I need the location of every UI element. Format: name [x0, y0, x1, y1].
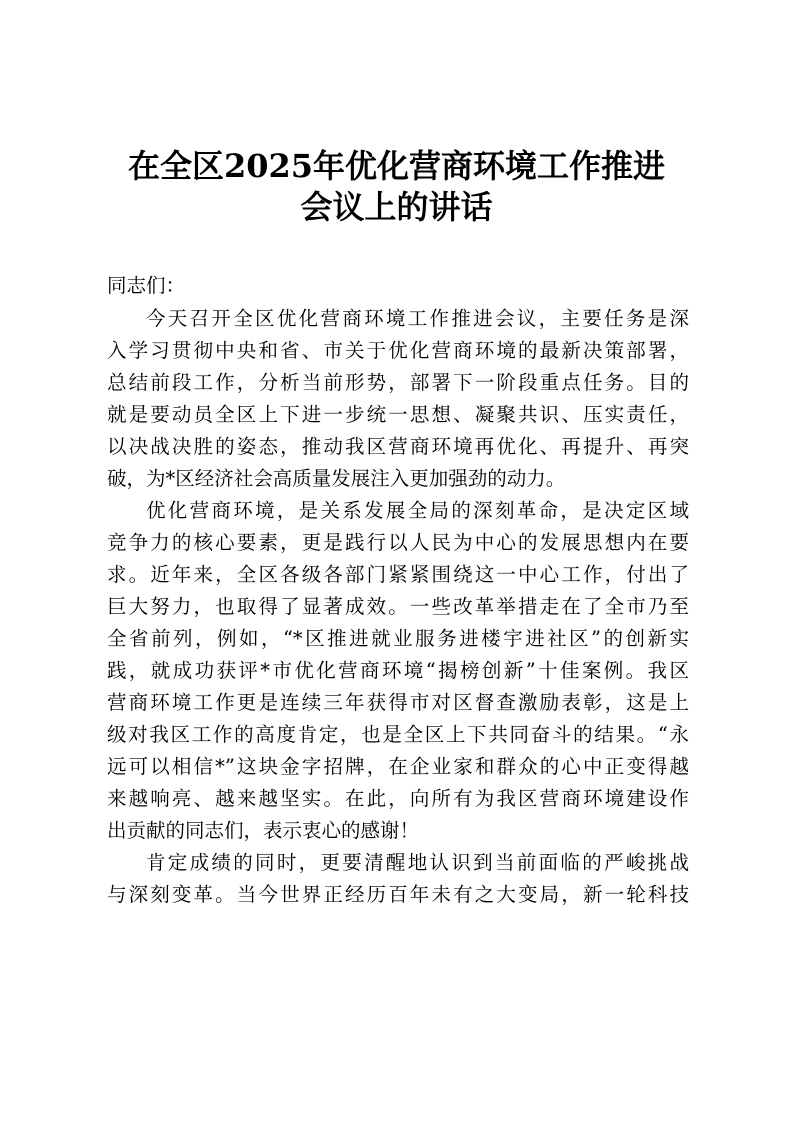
paragraph-2	[107, 495, 689, 847]
title-line-2: 会议上的讲话	[300, 188, 493, 226]
text-line: 巨大努力，也取得了显著成效。一些改革举措走在了全市乃至	[107, 595, 689, 618]
title-line-1: 在全区2025年优化营商环境工作推进	[127, 147, 666, 185]
text-line: 来越响亮、越来越坚实。在此，向所有为我区营商环境建设作	[107, 787, 689, 810]
text-line: 求。近年来，全区各级各部门紧紧围绕这一中心工作，付出了	[107, 563, 689, 586]
text-line: 与深刻变革。当今世界正经历百年未有之大变局，新一轮科技	[107, 883, 689, 906]
text-line: 就是要动员全区上下进一步统一思想、凝聚共识、压实责任，	[107, 403, 689, 426]
text-line: 级对我区工作的高度肯定，也是全区上下共同奋斗的结果。“永	[107, 723, 689, 746]
text-line: 出贡献的同志们，表示衷心的感谢！	[107, 819, 420, 842]
text-line: 营商环境工作更是连续三年获得市对区督查激励表彰，这是上	[107, 691, 689, 714]
document-title	[105, 146, 688, 228]
text-line: 践，就成功获评*市优化营商环境“揭榜创新”十佳案例。我区	[107, 659, 689, 682]
paragraph-3	[107, 847, 689, 911]
paragraph-1	[107, 303, 689, 495]
text-line: 远可以相信*”这块金字招牌，在企业家和群众的心中正变得越	[107, 755, 689, 778]
text-line: 破，为*区经济社会高质量发展注入更加强劲的动力。	[107, 467, 566, 490]
text-line: 入学习贯彻中央和省、市关于优化营商环境的最新决策部署，	[107, 339, 689, 362]
text-line: 以决战决胜的姿态，推动我区营商环境再优化、再提升、再突	[107, 435, 689, 458]
salutation: 同志们：	[107, 274, 186, 297]
text-line: 总结前段工作，分析当前形势，部署下一阶段重点任务。目的	[107, 371, 689, 394]
text-line: 今天召开全区优化营商环境工作推进会议，主要任务是深	[146, 307, 689, 330]
document-body	[107, 270, 689, 911]
text-line: 优化营商环境，是关系发展全局的深刻革命，是决定区域	[146, 499, 689, 522]
text-line: 竞争力的核心要素，更是践行以人民为中心的发展思想内在要	[107, 531, 689, 554]
text-line: 肯定成绩的同时，更要清醒地认识到当前面临的严峻挑战	[146, 851, 689, 874]
text-line: 全省前列，例如，“*区推进就业服务进楼宇进社区”的创新实	[107, 627, 689, 650]
